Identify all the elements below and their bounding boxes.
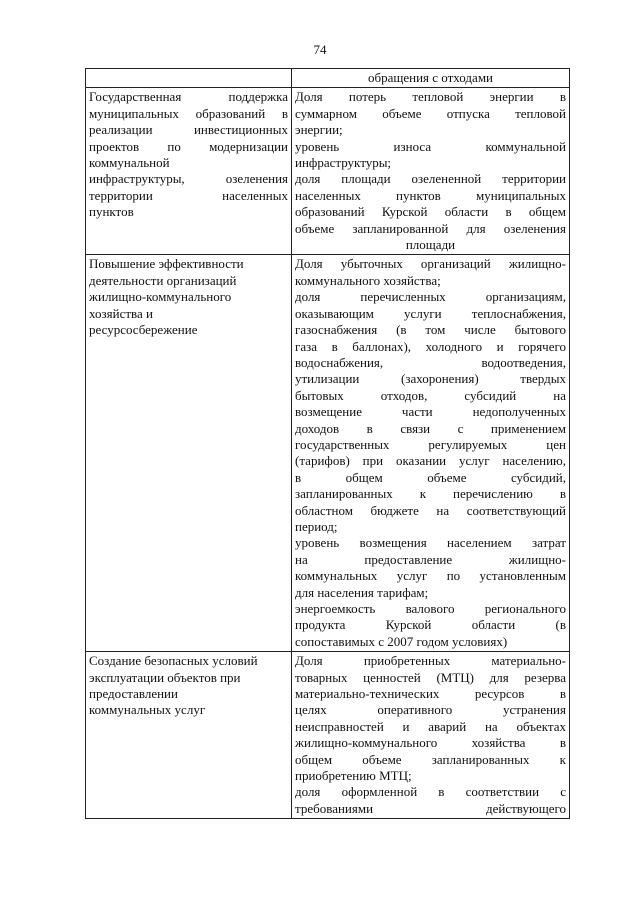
goal-line: Государственная поддержка bbox=[89, 89, 288, 105]
indicator-line: Доля убыточных организаций жилищно- bbox=[295, 256, 566, 272]
indicator-cell bbox=[292, 652, 570, 819]
indicator-line: водоснабжения, водоотведения, bbox=[295, 354, 566, 370]
goal-line: Повышение эффективности bbox=[89, 256, 244, 272]
goal-line: реализации инвестиционных bbox=[89, 122, 288, 138]
goal-cell bbox=[86, 88, 292, 255]
table-row bbox=[86, 88, 570, 255]
indicator-line: газа в баллонах), холодного и горячего bbox=[295, 338, 566, 354]
indicators-table bbox=[85, 68, 570, 819]
indicator-line: (тарифов) при оказании услуг населению, bbox=[295, 453, 566, 469]
goal-line: инфраструктуры, озеленения bbox=[89, 171, 288, 187]
indicator-line: Доля приобретенных материально- bbox=[295, 653, 566, 669]
indicator-cell bbox=[292, 255, 570, 652]
indicator-line: газоснабжения (в том числе бытового bbox=[295, 322, 566, 338]
indicator-line: в общем объеме субсидий, bbox=[295, 469, 566, 485]
goal-cell bbox=[86, 69, 292, 88]
indicator-line: на предоставление жилищно- bbox=[295, 551, 566, 567]
indicator-line: уровень возмещения населением затрат bbox=[295, 535, 566, 551]
indicator-line: доходов в связи с применением bbox=[295, 420, 566, 436]
indicator-line: доля перечисленных организациям, bbox=[295, 289, 566, 305]
goal-cell bbox=[86, 255, 292, 652]
goal-line: ресурсосбережение bbox=[89, 322, 198, 338]
indicator-line: приобретению МТЦ; bbox=[295, 768, 412, 784]
goal-line: эксплуатации объектов при bbox=[89, 669, 241, 685]
indicator-line: уровень износа коммунальной bbox=[295, 138, 566, 154]
indicator-line: коммунального хозяйства; bbox=[295, 272, 441, 288]
indicator-line: утилизации (захоронения) твердых bbox=[295, 371, 566, 387]
indicator-line: неисправностей и аварий на объектах bbox=[295, 718, 566, 734]
indicator-line: целях оперативного устранения bbox=[295, 702, 566, 718]
indicator-line: требованиями действующего bbox=[295, 800, 566, 816]
indicator-line: Доля потерь тепловой энергии в bbox=[295, 89, 566, 105]
indicator-line: доля оформленной в соответствии с bbox=[295, 784, 566, 800]
goal-line: Создание безопасных условий bbox=[89, 653, 258, 669]
indicator-line: жилищно-коммунального хозяйства в bbox=[295, 735, 566, 751]
table-row bbox=[86, 652, 570, 819]
indicator-line: доля площади озелененной территории bbox=[295, 171, 566, 187]
indicator-cell bbox=[292, 88, 570, 255]
indicator-line: материально-технических ресурсов в bbox=[295, 686, 566, 702]
indicator-line: областном бюджете на соответствующий bbox=[295, 502, 566, 518]
goal-line: жилищно-коммунального bbox=[89, 289, 232, 305]
indicator-line: запланированных к перечислению в bbox=[295, 486, 566, 502]
goal-cell bbox=[86, 652, 292, 819]
goal-line: хозяйства и bbox=[89, 305, 153, 321]
table-row bbox=[86, 69, 570, 88]
indicator-line: площади bbox=[405, 237, 456, 253]
table-row bbox=[86, 255, 570, 652]
indicator-line: государственных регулируемых цен bbox=[295, 436, 566, 452]
goal-line: территории населенных bbox=[89, 187, 288, 203]
indicator-line: обращения с отходами bbox=[367, 70, 494, 85]
indicator-line: бытовых отходов, субсидий на bbox=[295, 387, 566, 403]
indicator-line: коммунальных услуг по установленным bbox=[295, 568, 566, 584]
indicator-line: товарных ценностей (МТЦ) для резерва bbox=[295, 669, 566, 685]
indicator-line: возмещение части недополученных bbox=[295, 404, 566, 420]
goal-line: деятельности организаций bbox=[89, 272, 237, 288]
indicator-line: населенных пунктов муниципальных bbox=[295, 187, 566, 203]
indicator-line: для населения тарифам; bbox=[295, 584, 429, 600]
goal-line: предоставлении bbox=[89, 686, 178, 702]
indicator-line: оказывающим услуги теплоснабжения, bbox=[295, 305, 566, 321]
goal-line: коммунальных услуг bbox=[89, 702, 206, 718]
indicator-line: сопоставимых с 2007 годом условиях) bbox=[295, 633, 508, 649]
indicator-line: общем объеме запланированных к bbox=[295, 751, 566, 767]
indicator-line: продукта Курской области (в bbox=[295, 617, 566, 633]
goal-line: пунктов bbox=[89, 204, 134, 220]
indicator-line: энергии; bbox=[295, 122, 343, 138]
indicator-line: объеме запланированной для озеленения bbox=[295, 220, 566, 236]
goal-line: муниципальных образований в bbox=[89, 105, 288, 121]
indicator-line: суммарном объеме отпуска тепловой bbox=[295, 105, 566, 121]
indicator-line: инфраструктуры; bbox=[295, 155, 392, 171]
indicator-line: образований Курской области в общем bbox=[295, 204, 566, 220]
page-number: 74 bbox=[313, 42, 327, 57]
indicator-line: период; bbox=[295, 518, 338, 534]
goal-line: коммунальной bbox=[89, 155, 170, 171]
indicator-line: энергоемкость валового регионального bbox=[295, 601, 566, 616]
indicator-cell bbox=[292, 69, 570, 88]
goal-line: проектов по модернизации bbox=[89, 138, 288, 154]
